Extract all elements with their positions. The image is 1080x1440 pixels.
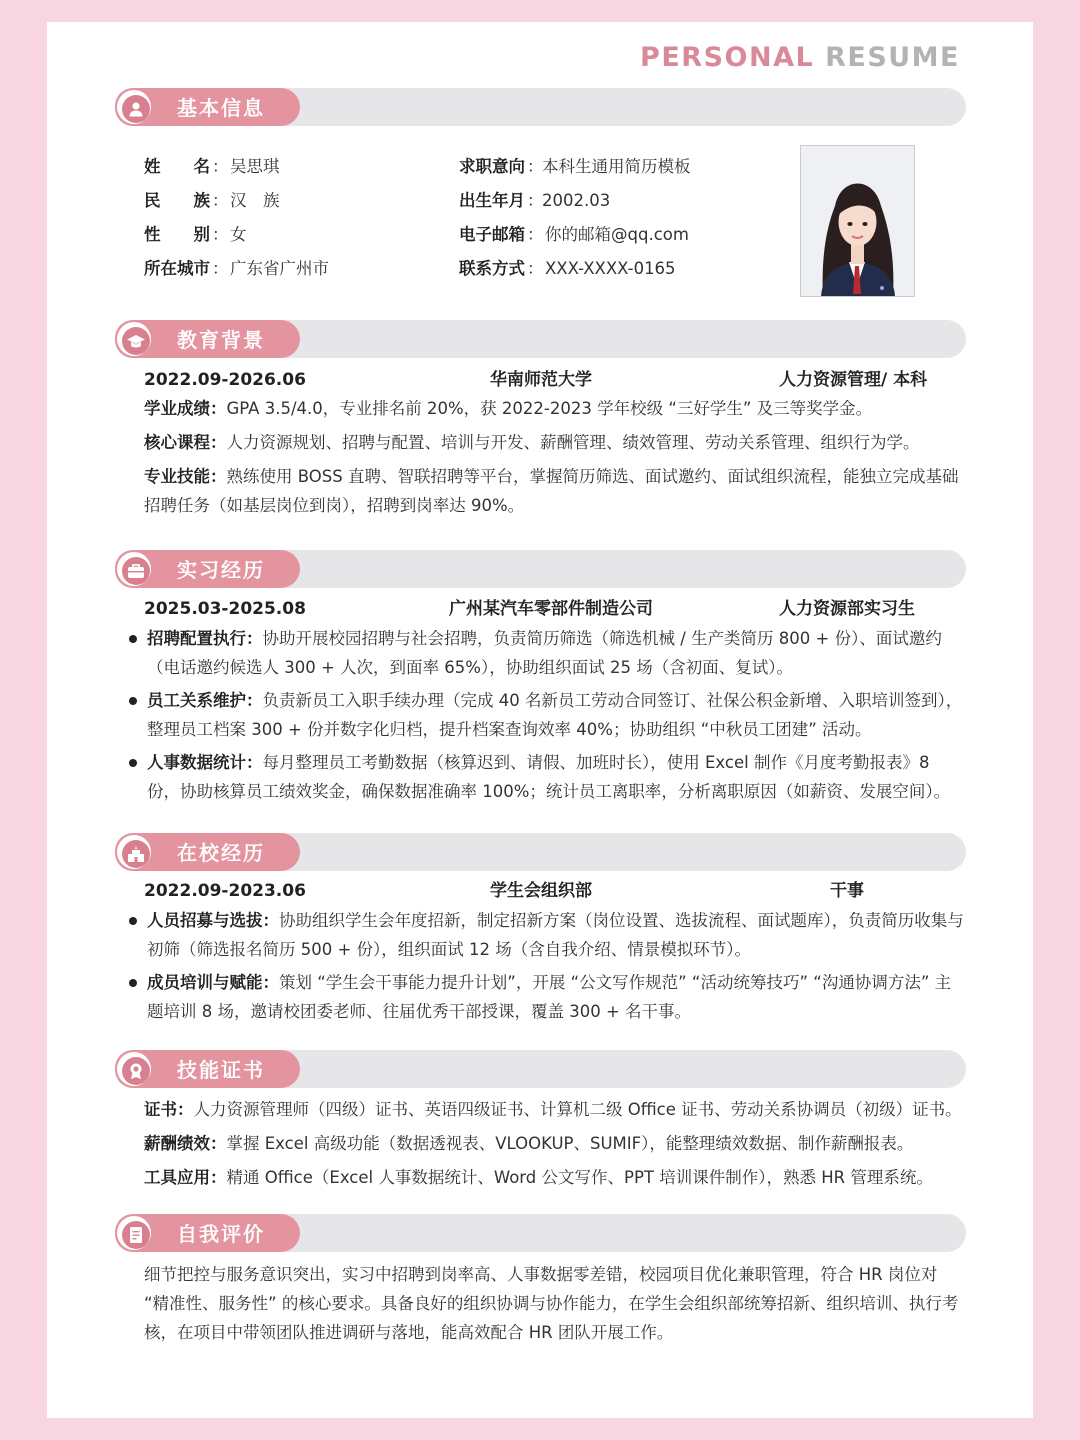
intern-company: 广州某汽车零部件制造公司 [449, 599, 653, 619]
city-label: 所在城市 [144, 259, 210, 278]
award-icon [127, 1062, 145, 1080]
email-value[interactable]: 你的邮箱@qq.com [545, 225, 689, 244]
section-header-internship [115, 550, 966, 588]
brand-word-personal: PERSONAL [640, 42, 815, 73]
edu-course-text: 人力资源规划、招聘与配置、培训与开发、薪酬管理、绩效管理、劳动关系管理、组织行为学。 [226, 433, 920, 452]
person-icon [127, 100, 145, 118]
gender-label: 性 别 [144, 225, 210, 244]
gender-colon: ： [212, 225, 229, 244]
edu-course [144, 428, 964, 457]
section-title-self: 自我评价 [177, 1222, 265, 1246]
name-colon: ： [212, 157, 229, 176]
intern-period: 2025.03-2025.08 [144, 599, 306, 619]
campus-item-recruit-label: 人员招募与选拔： [147, 911, 279, 930]
section-title-campus: 在校经历 [177, 841, 265, 865]
bullet-dot [129, 979, 137, 987]
skills-tool-label: 工具应用： [144, 1168, 227, 1187]
brand-title [640, 42, 960, 73]
bullet-dot [129, 759, 137, 767]
bullet-dot [129, 917, 137, 925]
email-label: 电子邮箱 [459, 225, 525, 244]
building-icon [127, 845, 145, 863]
intern-item-relations-text: 负责新员工入职手续办理（完成 40 名新员工劳动合同签订、社保公积金新增、入职培训签到），整理员工档案 300 + 份并数字化归档，提升档案查询效率 40%；协助组织 “中秋员工团建” 活动。 [147, 691, 963, 739]
skills-cert-label: 证书： [144, 1100, 194, 1119]
intent-label: 求职意向 [459, 157, 525, 176]
phone-value: XXX-XXXX-0165 [545, 259, 676, 278]
intern-role: 人力资源部实习生 [779, 599, 915, 619]
birth-label: 出生年月 [459, 191, 525, 210]
intern-item-recruit-text: 协助开展校园招聘与社会招聘，负责简历筛选（筛选机械 / 生产类简历 800 + 份）、面试邀约（电话邀约候选人 300 + 人次，到面率 65%），协助组织面试 25 场（含初面、复试）。 [147, 629, 942, 677]
email-colon: ： [527, 225, 544, 244]
profile-photo [800, 145, 915, 297]
campus-item-recruit-text: 协助组织学生会年度招新，制定招新方案（岗位设置、选拔流程、面试题库），负责简历收集与初筛（筛选报名简历 500 + 份），组织面试 12 场（含自我介绍、情景模拟环节）。 [147, 911, 964, 959]
resume-page [47, 22, 1033, 1418]
gender-value: 女 [230, 225, 247, 244]
skills-cert [144, 1095, 964, 1124]
intern-item-recruit [147, 624, 967, 682]
name-label: 姓 名 [144, 157, 210, 176]
campus-period: 2022.09-2023.06 [144, 881, 306, 901]
skills-tool [144, 1163, 964, 1192]
section-header-campus [115, 833, 966, 871]
campus-item-recruit [147, 906, 967, 964]
edu-major: 人力资源管理/ 本科 [779, 370, 928, 390]
skills-salary [144, 1129, 964, 1158]
campus-item-training-label: 成员培训与赋能： [147, 973, 279, 992]
section-header-education [115, 320, 966, 358]
section-header-self [115, 1214, 966, 1252]
campus-role: 干事 [830, 881, 864, 901]
edu-skill-label: 专业技能： [144, 467, 227, 486]
intern-item-recruit-label: 招聘配置执行： [147, 629, 263, 648]
skills-tool-text: 精通 Office（Excel 人事数据统计、Word 公文写作、PPT 培训课件制作），熟悉 HR 管理系统。 [226, 1168, 933, 1187]
edu-period: 2022.09-2026.06 [144, 370, 306, 390]
section-title-skills: 技能证书 [177, 1058, 265, 1082]
phone-colon: ： [527, 259, 544, 278]
brand-word-resume: RESUME [825, 42, 960, 73]
intent-value: 本科生通用简历模板 [542, 157, 691, 176]
section-header-skills [115, 1050, 966, 1088]
graduation-cap-icon [126, 332, 146, 350]
campus-org: 学生会组织部 [490, 881, 592, 901]
intent-colon: ： [527, 157, 544, 176]
edu-course-label: 核心课程： [144, 433, 227, 452]
document-icon [128, 1226, 144, 1244]
portrait-illustration [801, 146, 914, 296]
section-title-basic: 基本信息 [177, 96, 265, 120]
edu-gpa [144, 394, 964, 423]
skills-salary-text: 掌握 Excel 高级功能（数据透视表、VLOOKUP、SUMIF），能整理绩效数据、制作薪酬报表。 [226, 1134, 914, 1153]
section-title-education: 教育背景 [177, 328, 265, 352]
briefcase-icon [127, 563, 145, 579]
intern-item-data-label: 人事数据统计： [147, 753, 263, 772]
skills-salary-label: 薪酬绩效： [144, 1134, 227, 1153]
phone-label: 联系方式 [459, 259, 525, 278]
city-colon: ： [212, 259, 229, 278]
birth-value: 2002.03 [542, 191, 611, 210]
self-evaluation-text: 细节把控与服务意识突出，实习中招聘到岗率高、人事数据零差错，校园项目优化兼职管理，符合 HR 岗位对 “精准性、服务性” 的核心要求。具备良好的组织协调与协作能力，在学生会组织部统筹招新、组织培训、执行考核，在项目中带领团队推进调研与落地，能高效配合 HR 团队开展工作。 [144, 1265, 959, 1342]
ethnicity-value: 汉 族 [230, 191, 280, 210]
intern-item-relations-label: 员工关系维护： [147, 691, 263, 710]
edu-skill [144, 462, 962, 520]
campus-item-training-text: 策划 “学生会干事能力提升计划”，开展 “公文写作规范” “活动统筹技巧” “沟通协调方法” 主题培训 8 场，邀请校团委老师、往届优秀干部授课，覆盖 300 + 名干事。 [147, 973, 952, 1021]
bullet-dot [129, 635, 137, 643]
edu-skill-text: 熟练使用 BOSS 直聘、智联招聘等平台，掌握简历筛选、面试邀约、面试组织流程，能独立完成基础招聘任务（如基层岗位到岗），招聘到岗率达 90%。 [144, 467, 959, 515]
section-title-internship: 实习经历 [177, 558, 265, 582]
edu-gpa-label: 学业成绩： [144, 399, 227, 418]
ethnicity-colon: ： [212, 191, 229, 210]
birth-colon: ： [527, 191, 544, 210]
name-value: 吴思琪 [230, 157, 280, 176]
intern-item-data-text: 每月整理员工考勤数据（核算迟到、请假、加班时长），使用 Excel 制作《月度考勤报表》8 份，协助核算员工绩效奖金，确保数据准确率 100%；统计员工离职率，分析离职原因（如薪资、发展空间）。 [147, 753, 951, 801]
edu-school: 华南师范大学 [490, 370, 592, 390]
ethnicity-label: 民 族 [144, 191, 210, 210]
city-value: 广东省广州市 [230, 259, 329, 278]
campus-item-training [147, 968, 967, 1026]
edu-gpa-text: GPA 3.5/4.0，专业排名前 20%，获 2022-2023 学年校级 “三好学生” 及三等奖学金。 [226, 399, 873, 418]
bullet-dot [129, 697, 137, 705]
section-header-basic [115, 88, 966, 126]
skills-cert-text: 人力资源管理师（四级）证书、英语四级证书、计算机二级 Office 证书、劳动关系协调员（初级）证书。 [193, 1100, 962, 1119]
intern-item-relations [147, 686, 967, 744]
intern-item-data [147, 748, 967, 806]
